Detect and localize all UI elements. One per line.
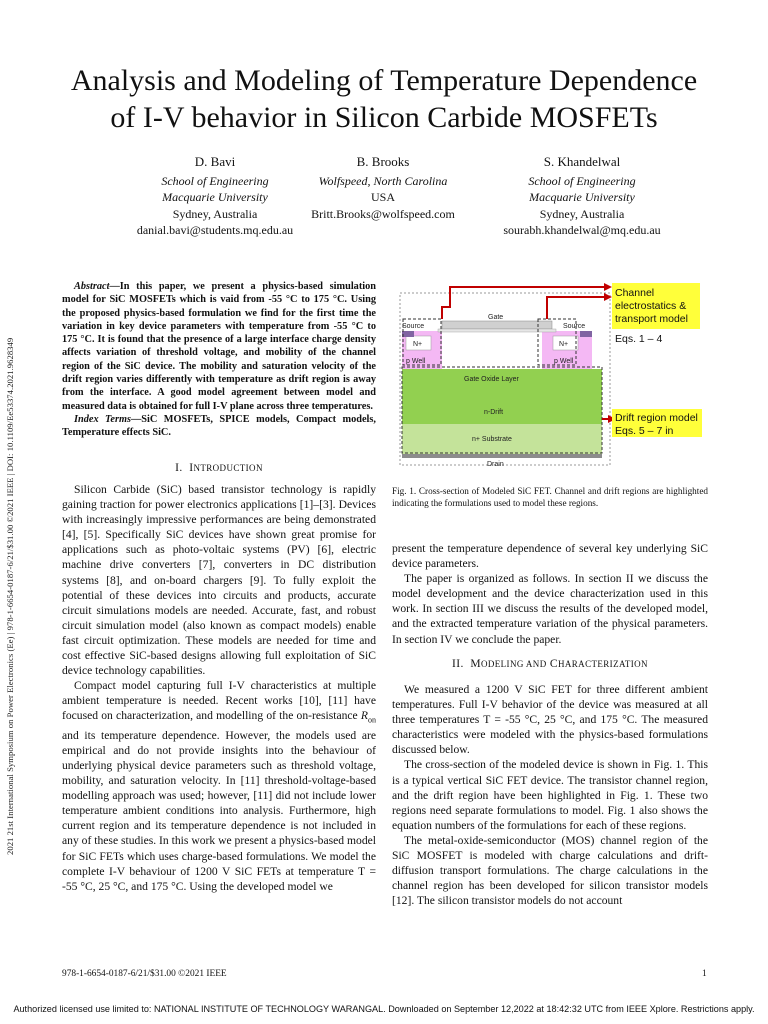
- index-terms-label: Index Terms: [74, 413, 131, 425]
- ndrift-label: n-Drift: [484, 409, 504, 416]
- gate-electrode: [442, 321, 552, 329]
- intro-paragraph-1: Silicon Carbide (SiC) based transistor technology is rapidly gaining traction for power electronics applications [1]–[3]. Devices with increasingly impressive performances are being demonstrated [4], [5]. Specifically SiC devices have shown great promise for applications such as photo-voltaic systems (PV) [6], electric machine drive converters [7], converters in DC distribution systems [8], and on-board chargers [9]. To fully exploit the potential of these devices into circuits and products, accurate circuit simulations models are needed. Accurate, fast, and robust circuit simulation model (also known as compact models) enable fast circuit optimization. These models are needed for time and cost effective SiC-based designs allowing full exploitation of SiC device technology capabilities.: [62, 483, 376, 678]
- section-title-initial: C: [549, 658, 558, 670]
- author-block-2: [273, 154, 493, 222]
- abstract: [62, 280, 376, 440]
- figure-1-caption: Fig. 1. Cross-section of Modeled SiC FET. Channel and drift regions are highlighted indicating the formulations used to model these regions.: [392, 486, 708, 508]
- arrowhead-1: [604, 283, 612, 291]
- footer-copyright: 978-1-6654-0187-6/21/$31.00 ©2021 IEEE: [62, 969, 227, 979]
- author-name: S. Khandelwal: [543, 154, 621, 169]
- author-affiliation: School of Engineering: [161, 173, 269, 188]
- source-metal-left: [402, 331, 414, 337]
- gate-oxide-label: Gate Oxide Layer: [464, 376, 519, 383]
- nplus-label-right: N+: [559, 341, 569, 348]
- nsubstrate-label: n+ Substrate: [472, 436, 512, 443]
- title-line-1: Analysis and Modeling of Temperature Dependence: [70, 64, 698, 97]
- drain-label: Drain: [487, 461, 504, 468]
- license-notice: Authorized licensed use limited to: NATIONAL INSTITUTE OF TECHNOLOGY WARANGAL. Downloaded on September 12,2022 at 18:42:32 UTC from IEEE Xplore. Restrictions apply.: [13, 1004, 755, 1014]
- section-2-heading: [392, 658, 708, 670]
- author-affiliation: School of Engineering: [528, 173, 636, 188]
- intro-paragraph-2: [62, 678, 376, 894]
- sec2-paragraph-2: The cross-section of the modeled device is shown in Fig. 1. This is a typical vertical SiC FET device. The transistor channel region, and the drift region have been highlighted in Fig. 1. These two regions need separate formulations to model. Fig. 1 also shows the equation numbers of the formulations for each of these regions.: [392, 758, 708, 832]
- section-2-body: [392, 682, 708, 908]
- intro-p2-end: and its temperature dependence. However, the models used are empirical and do not provide insights into the behaviour of underlying physical device parameters such as threshold voltage, mobility, and saturation velocity. In [11] threshold-voltage-based modelling approach was used; however, [11] did not include lower temperature ambient conditions into analysis. Furthermore, high current region and its temperature dependence is not included in any of these studies. In this work we present a physics-based model for SiC FETs which uses charge-based formulations. We model the complete I-V behaviour of 1200 V SiC FETs at temperature T = -55 °C, 25 °C, and 175 °C. Using the developed model we: [62, 728, 376, 893]
- ron-subscript: on: [368, 715, 376, 725]
- figure-1-cross-section: [392, 279, 708, 479]
- author-block-3: [472, 154, 692, 239]
- source-metal-right: [580, 331, 592, 337]
- channel-label-line-2: electrostatics &: [615, 300, 687, 312]
- author-name: B. Brooks: [356, 154, 410, 169]
- pwell-label-right: p Well: [554, 358, 574, 365]
- index-terms-text: —SiC MOSFETs, SPICE models, Compact models, Temperature effects SiC.: [62, 413, 376, 439]
- drift-eqs-label: Eqs. 5 – 7 in: [615, 425, 674, 437]
- page-number: 1: [702, 969, 707, 979]
- channel-arrow-right: [547, 297, 604, 319]
- right-column-intro-continued: [392, 541, 708, 647]
- section-title-rest: NTRODUCTION: [193, 463, 263, 473]
- section-title-rest: HARACTERIZATION: [557, 659, 648, 669]
- sec2-paragraph-1: We measured a 1200 V SiC FET for three different ambient temperatures. Full I-V behavior of the device was measured at all three temperatures T = -55 °C, 25 °C, and 175 °C. The measured characteristics were modeled with the physics-based formulations discussed below.: [392, 683, 708, 757]
- pwell-label-left: p Well: [406, 358, 426, 365]
- drain-contact: [402, 454, 602, 458]
- section-number: II.: [452, 658, 464, 670]
- section-number: I.: [175, 462, 183, 474]
- author-name: D. Bavi: [194, 154, 236, 169]
- section-title-rest: ODELING AND: [480, 659, 547, 669]
- gate-label: Gate: [488, 314, 504, 321]
- channel-arrow-left: [442, 287, 604, 319]
- section-title-initial: I: [189, 462, 194, 474]
- right-paragraph-2: The paper is organized as follows. In section II we discuss the model development and the device characterization used in this work. In section III we discuss the results of the developed model, and the extracted temperature variation of the physical parameters. In section IV we conclude the paper.: [392, 572, 708, 646]
- ron-symbol: R: [360, 709, 368, 723]
- drift-label: Drift region model: [615, 412, 698, 424]
- author-location: Sydney, Australia: [172, 206, 258, 221]
- introduction-body: [62, 482, 376, 894]
- author-email: Britt.Brooks@wolfspeed.com: [311, 206, 455, 221]
- source-label-left: Source: [402, 323, 425, 330]
- abstract-text: —In this paper, we present a physics-based simulation model for SiC MOSFETs which is vaid from -55 °C to 175 °C. Using the proposed physics-based formulation we find for the first time the variation in key device parameters with temperature from -55 °C to 175 °C. It is found that the presence of a large interface charge density affects variation of threshold voltage, and mobility of the channel region of the SiC device. The mobility and saturation velocity of the drift region varies differently with temperature as drift region is away from the interface. A good model agreement between model and measured data is obtained for full I-V plane across three temperatures.: [62, 281, 376, 412]
- index-terms-paragraph: [62, 413, 376, 440]
- author-affiliation: Macquarie University: [162, 190, 268, 204]
- section-1-heading: [62, 462, 376, 474]
- abstract-label: Abstract: [74, 281, 110, 292]
- intro-p2-start: Compact model capturing full I-V characteristics at multiple ambient temperature is needed. Recent works [10], [11] have focused on characterization, and modelling of the on-resistance: [62, 679, 376, 723]
- author-affiliation: Macquarie University: [529, 190, 635, 204]
- nplus-label-left: N+: [413, 341, 423, 348]
- source-label-right: Source: [563, 323, 586, 330]
- paper-title: [40, 62, 728, 136]
- channel-label-line-3: transport model: [615, 313, 688, 325]
- author-location: Sydney, Australia: [539, 206, 625, 221]
- title-line-2: of I-V behavior in Silicon Carbide MOSFETs: [110, 101, 658, 134]
- right-paragraph-1: present the temperature dependence of several key underlying SiC device parameters.: [392, 542, 708, 571]
- abstract-paragraph: [62, 280, 376, 413]
- conference-doi-note: 2021 21st International Symposium on Power Electronics (Ee) | 978-1-6654-0187-6/21/$31.00 ©2021 IEEE | DOI: 10.1109/Ee53374.2021.9628349: [5, 337, 15, 855]
- channel-eqs-label: Eqs. 1 – 4: [615, 333, 663, 345]
- author-affiliation: Wolfspeed, North Carolina: [318, 173, 448, 188]
- section-title-initial: M: [470, 658, 481, 670]
- author-email: sourabh.khandelwal@mq.edu.au: [503, 223, 661, 237]
- sec2-paragraph-3: The metal-oxide-semiconductor (MOS) channel region of the SiC MOSFET is modeled with charge calculations and drift-diffusion transport formulations. The charge calculations in the channel region has been developed for silicon transistor models [12]. The silicon transistor models do not account: [392, 833, 708, 908]
- arrowhead-2: [604, 293, 612, 301]
- author-location: USA: [370, 190, 395, 204]
- author-email: danial.bavi@students.mq.edu.au: [136, 223, 294, 237]
- channel-label-line-1: Channel: [615, 287, 655, 299]
